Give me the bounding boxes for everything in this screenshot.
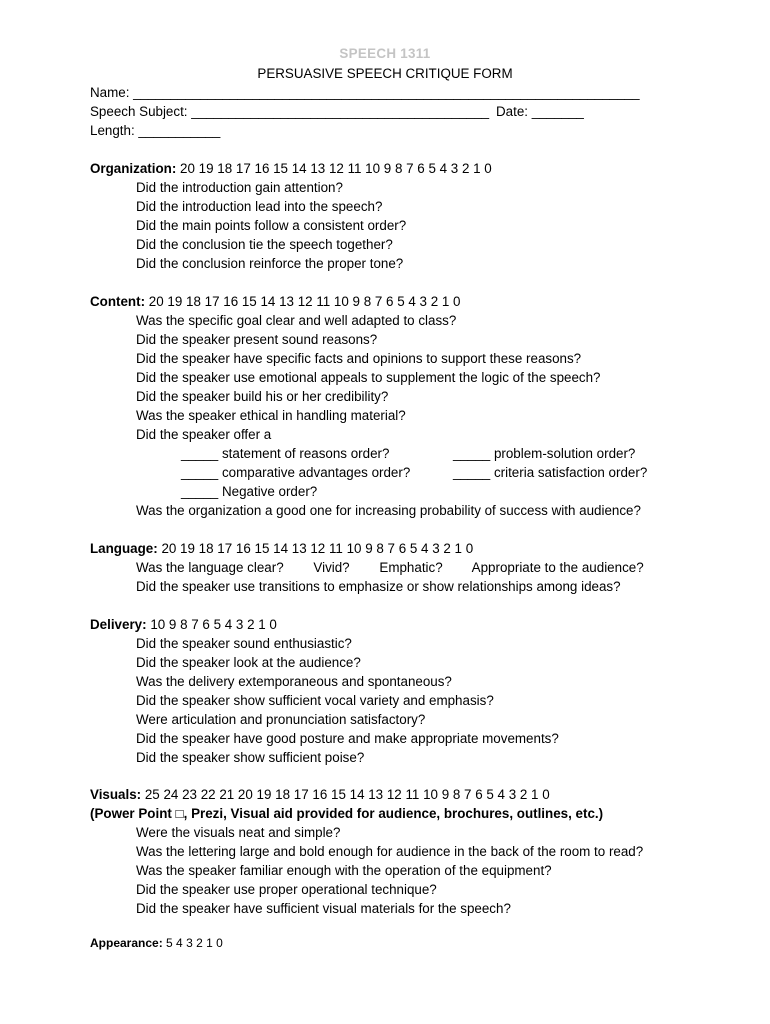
appearance-scale[interactable]: 5 4 3 2 1 0 [166, 936, 223, 950]
content-scale[interactable]: 20 19 18 17 16 15 14 13 12 11 10 9 8 7 6 5 4 3 2 1 0 [148, 294, 461, 309]
name-field[interactable]: Name: ____________________________________________________________________ [90, 85, 640, 100]
list-item: Was the language clear? Vivid? Emphatic? Appropriate to the audience? [136, 560, 644, 575]
list-item: Did the main points follow a consistent order? [136, 218, 407, 233]
list-item: Did the speaker look at the audience? [136, 655, 361, 670]
list-item: Did the speaker show sufficient poise? [136, 750, 365, 765]
list-item: Did the introduction lead into the speech? [136, 199, 383, 214]
list-item: Did the speaker offer a [136, 427, 272, 442]
list-item: Were the visuals neat and simple? [136, 825, 341, 840]
visuals-label: Visuals: [90, 787, 142, 802]
list-item: Was the organization a good one for increasing probability of success with audience? [136, 503, 641, 518]
list-item: Was the delivery extemporaneous and spontaneous? [136, 674, 452, 689]
organization-label: Organization: [90, 161, 177, 176]
list-item: Did the speaker present sound reasons? [136, 332, 378, 347]
list-item: Did the speaker show sufficient vocal variety and emphasis? [136, 693, 494, 708]
order-option-comparative-advantages[interactable]: _____ comparative advantages order? [181, 465, 411, 480]
length-field[interactable]: Length: ___________ [90, 123, 221, 138]
organization-section [90, 159, 492, 178]
list-item: Did the introduction gain attention? [136, 180, 343, 195]
course-watermark: SPEECH 1311 [339, 46, 431, 61]
list-item: Did the speaker have good posture and make appropriate movements? [136, 731, 559, 746]
order-option-problem-solution[interactable]: _____ problem-solution order? [453, 446, 636, 461]
list-item: Was the specific goal clear and well adapted to class? [136, 313, 457, 328]
list-item: Did the speaker have sufficient visual materials for the speech? [136, 901, 511, 916]
list-item: Did the conclusion tie the speech together? [136, 237, 393, 252]
list-item: Were articulation and pronunciation satisfactory? [136, 712, 426, 727]
visuals-note-text: (Power Point □, Prezi, Visual aid provided for audience, brochures, outlines, etc.) [90, 806, 604, 821]
list-item: Did the speaker have specific facts and opinions to support these reasons? [136, 351, 582, 366]
date-field[interactable]: Date: _______ [496, 104, 584, 119]
list-item: Did the conclusion reinforce the proper tone? [136, 256, 404, 271]
list-item: Did the speaker use emotional appeals to supplement the logic of the speech? [136, 370, 601, 385]
visuals-note [90, 804, 603, 823]
form-title: PERSUASIVE SPEECH CRITIQUE FORM [257, 66, 513, 81]
delivery-section [90, 615, 277, 634]
content-label: Content: [90, 294, 146, 309]
language-label: Language: [90, 541, 158, 556]
list-item: Was the speaker familiar enough with the operation of the equipment? [136, 863, 552, 878]
list-item: Did the speaker use transitions to emphasize or show relationships among ideas? [136, 579, 621, 594]
list-item: Was the lettering large and bold enough for audience in the back of the room to read? [136, 844, 644, 859]
visuals-scale[interactable]: 25 24 23 22 21 20 19 18 17 16 15 14 13 12 11 10 9 8 7 6 5 4 3 2 1 0 [144, 787, 550, 802]
order-option-negative[interactable]: _____ Negative order? [181, 484, 318, 499]
appearance-label: Appearance: [90, 936, 163, 950]
order-option-statement-of-reasons[interactable]: _____ statement of reasons order? [181, 446, 390, 461]
list-item: Did the speaker use proper operational technique? [136, 882, 437, 897]
list-item: Did the speaker sound enthusiastic? [136, 636, 352, 651]
list-item: Did the speaker build his or her credibility? [136, 389, 389, 404]
speech-subject-field[interactable]: Speech Subject: ________________________________________ [90, 104, 490, 119]
delivery-label: Delivery: [90, 617, 147, 632]
organization-scale[interactable]: 20 19 18 17 16 15 14 13 12 11 10 9 8 7 6 5 4 3 2 1 0 [180, 161, 492, 176]
list-item: Was the speaker ethical in handling material? [136, 408, 406, 423]
delivery-scale[interactable]: 10 9 8 7 6 5 4 3 2 1 0 [150, 617, 277, 632]
appearance-section [90, 934, 223, 953]
language-section [90, 539, 473, 558]
order-option-criteria-satisfaction[interactable]: _____ criteria satisfaction order? [453, 465, 648, 480]
language-scale[interactable]: 20 19 18 17 16 15 14 13 12 11 10 9 8 7 6 5 4 3 2 1 0 [161, 541, 474, 556]
content-section [90, 292, 461, 311]
visuals-section [90, 785, 550, 804]
